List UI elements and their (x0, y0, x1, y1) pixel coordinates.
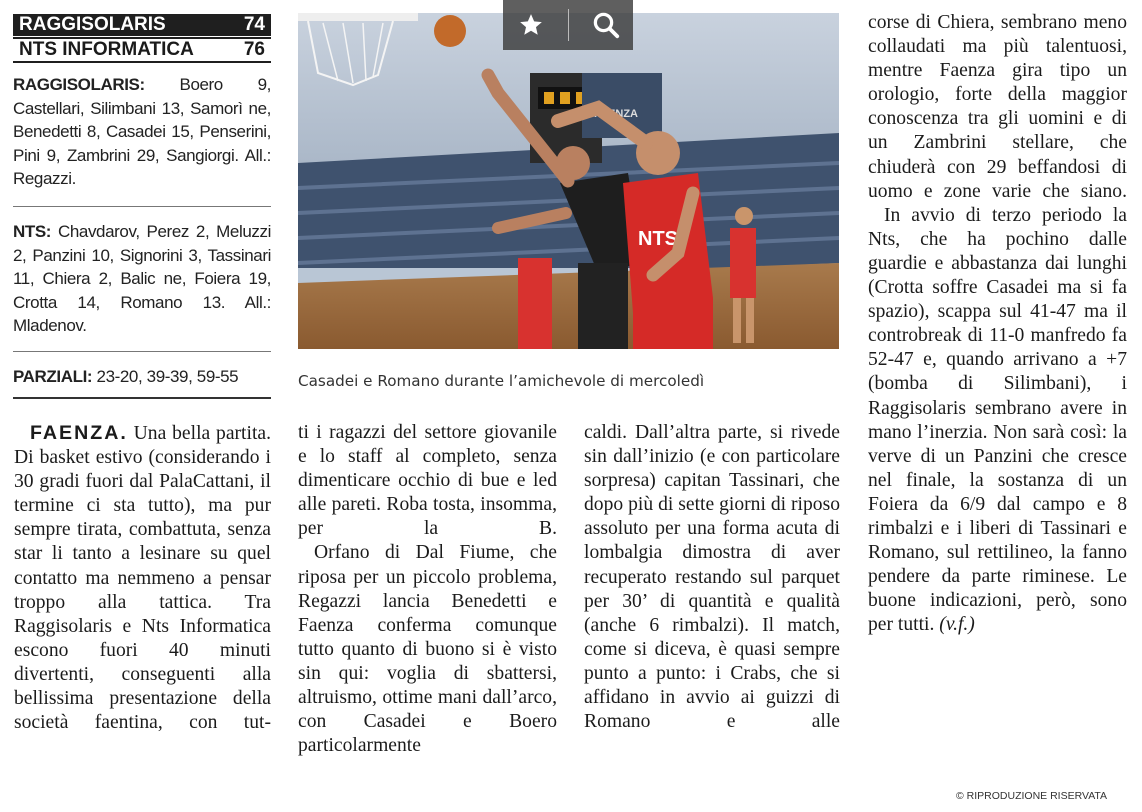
image-toolbar (503, 0, 633, 50)
article-column-3 (584, 421, 840, 734)
article-column-1 (14, 421, 271, 735)
article-paragraph (868, 204, 1127, 638)
article-paragraph: corse di Chiera, sembrano meno collaudati ma più talentuosi, mentre Faenza gira tipo un orologio, forte della maggior conoscenza tra gli uomini e di un Zambrini stellare, che chiuderà con 29 beffandosi di uomo e zone varie che siano. (868, 12, 1127, 202)
team-score: 74 (243, 14, 265, 35)
lineup-text: Chavdarov, Perez 2, Meluzzi 2, Panzini 10, Signorini 3, Tassinari 11, Chiera 2, Balic ne, Foiera 19, Crotta 14, Romano 13. All.: Mladenov. (13, 222, 271, 335)
paragraph-text: Una bella partita. Di basket estivo (considerando i 30 gradi fuori dal PalaCattani, il termine ci sta tutto), ma pur sempre tirata, combattuta, senza star li tanto a lesinare su quel contatto ma nemmeno a pensar troppo alla tattica. Tra Raggisolaris e Nts Informatica escono fuori 40 minuti divertenti, conseguenti alla bellissima presentazione della società faentina, con tut- (14, 423, 271, 734)
article-photo (298, 13, 839, 349)
parziali-label: PARZIALI: (13, 367, 93, 386)
divider (13, 206, 271, 207)
parziali (13, 365, 271, 389)
article-paragraph: caldi. Dall’altra parte, si rivede sin dall’inizio (e con particolare sorpresa) capitan Tassinari, che dopo più di sette giorni di riposo assoluto per una forma acuta di lombalgia dimostra di aver recuperato restando sul parquet per 30’ di quantità e qualità (anche 6 rimbalzi). Il match, come si diceva, è quasi sempre punto a punto: i Crabs, che si affidano in avvio ai guizzi di Romano e alle (584, 422, 840, 733)
lineup-text: Boero 9, Castellari, Silimbani 13, Samorì ne, Benedetti 8, Casadei 15, Penserini, Pini 9, Zambrini 29, Sangiorgi. All.: Regazzi. (13, 75, 271, 188)
author-signature: (v.f.) (939, 614, 975, 636)
lineup-label: NTS: (13, 222, 52, 241)
article-column-4 (868, 11, 1127, 637)
team-name: RAGGISOLARIS (19, 14, 166, 35)
article-paragraph: Orfano di Dal Fiume, che riposa per un piccolo problema, Regazzi lancia Benedetti e Faenza conferma comunque tutto quanto di buono si è visto sin qui: voglia di sbattersi, altruismo, ottime mani dall’arco, con Casadei e Boero particolarmente (298, 542, 557, 757)
lineup-label: RAGGISOLARIS: (13, 75, 145, 94)
lineup-nts (13, 220, 271, 338)
lineup-raggisolaris (13, 73, 271, 191)
star-icon[interactable] (513, 7, 549, 43)
team-score: 76 (243, 39, 265, 60)
article-column-2 (298, 421, 557, 758)
photo-caption: Casadei e Romano durante l’amichevole di mercoledì (298, 372, 705, 390)
article-lead: FAENZA. (30, 422, 128, 444)
divider (13, 397, 271, 399)
team-name: NTS INFORMATICA (19, 39, 194, 60)
arena-banner-text: FAENZA (594, 108, 638, 120)
score-row-home (13, 14, 271, 36)
divider (13, 351, 271, 352)
article-paragraph: ti i ragazzi del settore giovanile e lo staff al completo, senza dimenticare occhio di bue e led alle pareti. Roba tosta, insomma, per la B. (298, 422, 557, 540)
jersey-text: NTS (638, 228, 678, 250)
article-paragraph (14, 421, 271, 735)
parziali-text: 23-20, 39-39, 59-55 (92, 367, 239, 386)
search-icon[interactable] (588, 7, 624, 43)
toolbar-divider (568, 9, 569, 41)
paragraph-text: In avvio di terzo periodo la Nts, che ha pochino dalle guardie e abbastanza dai lunghi (Crotta soffre Casadei ma si fa spazio), scappa sul 41-47 ma il controbreak di 11-0 manfredo fa 52-47 e, quando arrivano a +7 (bomba di Silimbani), i Raggisolaris sembrano avere in mano l’inerzia. Non sarà così: la verve di un Panzini che cresce nel finale, la sostanza di un Foiera da 6/9 dal campo e 8 rimbalzi e i liberi di Tassinari e Romano, sul rettilineo, la fanno pendere da parte riminese. Le buone indicazioni, però, sono per tutti. (868, 204, 1127, 636)
score-row-away (13, 37, 271, 63)
copyright-notice: © RIPRODUZIONE RISERVATA (956, 790, 1108, 802)
